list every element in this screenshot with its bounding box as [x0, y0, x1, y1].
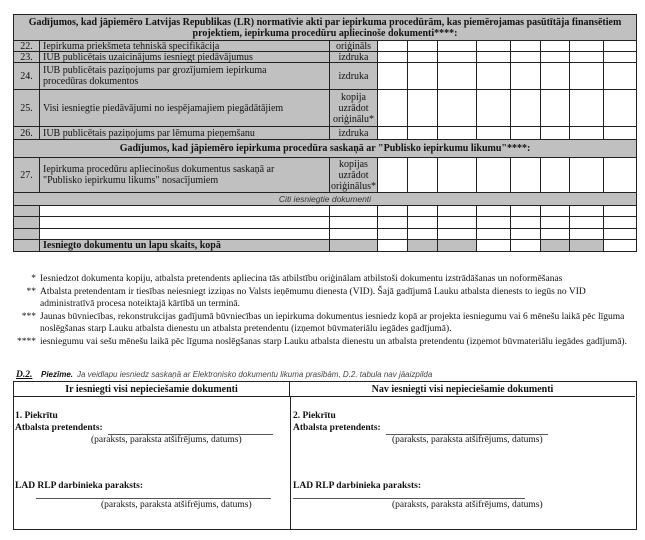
- count-cell[interactable]: [477, 217, 511, 229]
- count-cell[interactable]: [570, 52, 604, 63]
- count-cell[interactable]: [511, 127, 541, 140]
- count-cell[interactable]: [438, 90, 477, 127]
- count-cell[interactable]: [408, 206, 438, 217]
- count-cell[interactable]: [541, 127, 570, 140]
- row-document-type: oriģināls: [330, 41, 378, 52]
- total-label: Iesniegto dokumentu un lapu skaits, kopā: [40, 240, 330, 252]
- other-document-name-field[interactable]: [40, 217, 330, 229]
- row-document-type: izdruka: [330, 52, 378, 63]
- count-cell[interactable]: [438, 217, 477, 229]
- row-document-name: IUB publicētais paziņojums par lēmuma pieņemšanu: [40, 127, 330, 140]
- count-cell[interactable]: [408, 52, 438, 63]
- count-cell[interactable]: [511, 158, 541, 193]
- count-cell[interactable]: [438, 158, 477, 193]
- applicant-label: Atbalsta pretendents:: [293, 423, 381, 433]
- count-cell[interactable]: [604, 127, 637, 140]
- row-number: 23.: [14, 52, 40, 63]
- count-cell[interactable]: [378, 52, 408, 63]
- count-cell[interactable]: [378, 63, 408, 90]
- count-cell[interactable]: [438, 52, 477, 63]
- row-document-name: Iepirkuma priekšmeta tehniskā specifikācija: [40, 41, 330, 52]
- count-cell[interactable]: [378, 41, 408, 52]
- count-cell[interactable]: [570, 63, 604, 90]
- count-cell[interactable]: [477, 206, 511, 217]
- officer-signature-line[interactable]: [293, 498, 525, 499]
- count-cell[interactable]: [604, 217, 637, 229]
- count-cell[interactable]: [570, 41, 604, 52]
- row-document-name: IUB publicētais uzaicinājums iesniegt piedāvājumus: [40, 52, 330, 63]
- count-cell[interactable]: [541, 41, 570, 52]
- count-cell[interactable]: [477, 229, 511, 240]
- total-count-cell: [438, 240, 477, 252]
- footnote-text: Jaunas būvniecības, rekonstrukcijas gadījumā būvniecības un iepirkuma dokumentus iesniedz kopā ar projekta iesniegumu vai 6 mēnešu laikā pēc līguma noslēgšanas starp Lauku atbalsta dienestu un atbalsta pretendentu (izņemot būvmateriālu iegādes gadījumā).: [40, 312, 625, 334]
- other-document-name-field[interactable]: [40, 229, 330, 240]
- count-cell[interactable]: [570, 217, 604, 229]
- other-document-name-field[interactable]: [40, 206, 330, 217]
- count-cell[interactable]: [511, 206, 541, 217]
- row-number: 25.: [14, 90, 40, 127]
- row-document-type: izdruka: [330, 63, 378, 90]
- count-cell[interactable]: [511, 52, 541, 63]
- officer-signature-line[interactable]: [36, 498, 271, 499]
- row-number: 22.: [14, 41, 40, 52]
- total-count-cell[interactable]: [511, 240, 541, 252]
- section-header-public-procurement: Gadījumos, kad jāpiemēro iepirkuma procedūra saskaņā ar "Publisko iepirkumu likumu"****:: [14, 140, 637, 158]
- row-number: 27.: [14, 158, 40, 193]
- count-cell[interactable]: [604, 41, 637, 52]
- d2-signature-table: [13, 381, 637, 530]
- footnote-text: Atbalsta pretendentam ir tiesības neiesniegt izziņas no Valsts ieņēmumu dienesta (VID). Šajā gadījumā Lauku atbalsta dienests to iegūs no VID administratīvā procesa noteiktajā kārtībā un terminā.: [40, 287, 586, 309]
- count-cell[interactable]: [438, 229, 477, 240]
- row-number: 24.: [14, 63, 40, 90]
- count-cell[interactable]: [604, 52, 637, 63]
- count-cell[interactable]: [477, 52, 511, 63]
- count-cell[interactable]: [378, 158, 408, 193]
- count-cell[interactable]: [511, 41, 541, 52]
- count-cell[interactable]: [408, 229, 438, 240]
- total-type-cell: [330, 240, 378, 252]
- count-cell[interactable]: [541, 63, 570, 90]
- other-document-type-field[interactable]: [330, 217, 378, 229]
- count-cell[interactable]: [408, 41, 438, 52]
- count-cell[interactable]: [438, 41, 477, 52]
- count-cell[interactable]: [438, 127, 477, 140]
- count-cell[interactable]: [477, 127, 511, 140]
- officer-label: LAD RLP darbinieka paraksts:: [293, 481, 422, 491]
- count-cell[interactable]: [408, 63, 438, 90]
- footnote-mark: ****: [17, 337, 36, 347]
- applicant-label: Atbalsta pretendents:: [15, 423, 103, 433]
- officer-label: LAD RLP darbinieka paraksts:: [15, 481, 144, 491]
- count-cell[interactable]: [378, 90, 408, 127]
- total-count-cell: [570, 240, 604, 252]
- count-cell[interactable]: [378, 127, 408, 140]
- count-cell[interactable]: [511, 63, 541, 90]
- signature-hint: (paraksts, paraksta atšifrējums, datums): [101, 500, 252, 510]
- count-cell[interactable]: [438, 63, 477, 90]
- d2-note-text: Ja veidlapu iesniedz saskaņā ar Elektronisko dokumentu likuma prasībām, D.2. tabula nav jāaizpilda: [77, 370, 433, 379]
- count-cell[interactable]: [604, 206, 637, 217]
- total-count-cell: [541, 240, 570, 252]
- count-cell[interactable]: [477, 63, 511, 90]
- d2-note-title: Piezīme.: [41, 370, 74, 379]
- row-number-empty: [14, 240, 40, 252]
- count-cell[interactable]: [378, 206, 408, 217]
- footnote-mark: *: [31, 274, 36, 284]
- count-cell[interactable]: [511, 217, 541, 229]
- row-number-empty: [14, 206, 40, 217]
- count-cell[interactable]: [408, 90, 438, 127]
- row-number-empty: [14, 229, 40, 240]
- count-cell[interactable]: [541, 52, 570, 63]
- column-divider: [290, 397, 291, 529]
- count-cell[interactable]: [378, 229, 408, 240]
- agree-option-1: 1. Piekrītu: [15, 411, 58, 421]
- col-header-all-submitted: Ir iesniegti visi nepieciešamie dokumenti: [14, 382, 290, 397]
- signature-hint: (paraksts, paraksta atšifrējums, datums): [392, 435, 543, 445]
- col-header-not-all-submitted: Nav iesniegti visi nepieciešamie dokumenti: [290, 382, 635, 397]
- section-header-lr-procurement: Gadījumos, kad jāpiemēro Latvijas Republikas (LR) normatīvie akti par iepirkuma procedūrām, kas piemērojamas pasūtītāja finansētiem projektiem, iepirkuma procedūru apliecinoše dokumenti****:: [14, 15, 637, 41]
- signature-hint: (paraksts, paraksta atšifrējums, datums): [91, 435, 242, 445]
- count-cell[interactable]: [570, 127, 604, 140]
- count-cell[interactable]: [511, 229, 541, 240]
- count-cell[interactable]: [541, 229, 570, 240]
- total-count-cell: [408, 240, 438, 252]
- count-cell[interactable]: [477, 90, 511, 127]
- count-cell[interactable]: [604, 63, 637, 90]
- count-cell[interactable]: [570, 229, 604, 240]
- count-cell[interactable]: [438, 206, 477, 217]
- row-document-type: kopija uzrādot oriģinālu*: [330, 90, 378, 127]
- count-cell[interactable]: [541, 217, 570, 229]
- count-cell[interactable]: [477, 158, 511, 193]
- signature-hint: (paraksts, paraksta atšifrējums, datums): [392, 500, 543, 510]
- count-cell[interactable]: [570, 206, 604, 217]
- footnote-mark: ***: [21, 312, 36, 322]
- count-cell[interactable]: [408, 217, 438, 229]
- footnote-text: Iesniedzot dokumenta kopiju, atbalsta pretendents apliecina tās atbilstību oriģinālam atbilstoši dokumentu izstrādāšanas un noformēšanas: [40, 274, 563, 284]
- row-number-empty: [14, 217, 40, 229]
- count-cell[interactable]: [541, 158, 570, 193]
- other-document-type-field[interactable]: [330, 229, 378, 240]
- footnote-text: iesniegumu vai sešu mēnešu laikā pēc līguma noslēgšanas starp Lauku atbalsta dienestu un atbalsta pretendentu (izņemot būvmateriālu iegādes gadījumā).: [40, 337, 627, 347]
- other-document-type-field[interactable]: [330, 206, 378, 217]
- total-count-cell[interactable]: [604, 240, 637, 252]
- documents-table: [13, 14, 637, 252]
- row-number: 26.: [14, 127, 40, 140]
- row-document-name: IUB publicētais paziņojums par grozījumiem iepirkuma procedūras dokumentos: [40, 63, 330, 90]
- count-cell[interactable]: [570, 90, 604, 127]
- footnote-mark: **: [26, 287, 36, 297]
- count-cell[interactable]: [604, 158, 637, 193]
- other-documents-header: Citi iesniegtie dokumenti: [14, 193, 637, 206]
- count-cell[interactable]: [541, 206, 570, 217]
- count-cell[interactable]: [604, 90, 637, 127]
- row-document-type: izdruka: [330, 127, 378, 140]
- count-cell[interactable]: [477, 41, 511, 52]
- count-cell[interactable]: [511, 90, 541, 127]
- d2-label: D.2.: [16, 370, 33, 380]
- count-cell[interactable]: [570, 158, 604, 193]
- count-cell[interactable]: [378, 217, 408, 229]
- row-document-type: kopijas uzrādot oriģinālus*: [331, 158, 376, 192]
- row-document-name: Visi iesniegtie piedāvājumi no iespējamajiem piegādātājiem: [40, 90, 330, 127]
- count-cell[interactable]: [541, 90, 570, 127]
- count-cell[interactable]: [408, 158, 438, 193]
- total-count-cell[interactable]: [477, 240, 511, 252]
- count-cell[interactable]: [408, 127, 438, 140]
- row-document-name: Iepirkuma procedūru apliecinošus dokumentus saskaņā ar "Publisko iepirkumu likums" nosacījumiem: [40, 158, 330, 193]
- agree-option-2: 2. Piekrītu: [293, 411, 336, 421]
- count-cell[interactable]: [604, 229, 637, 240]
- total-count-cell[interactable]: [378, 240, 408, 252]
